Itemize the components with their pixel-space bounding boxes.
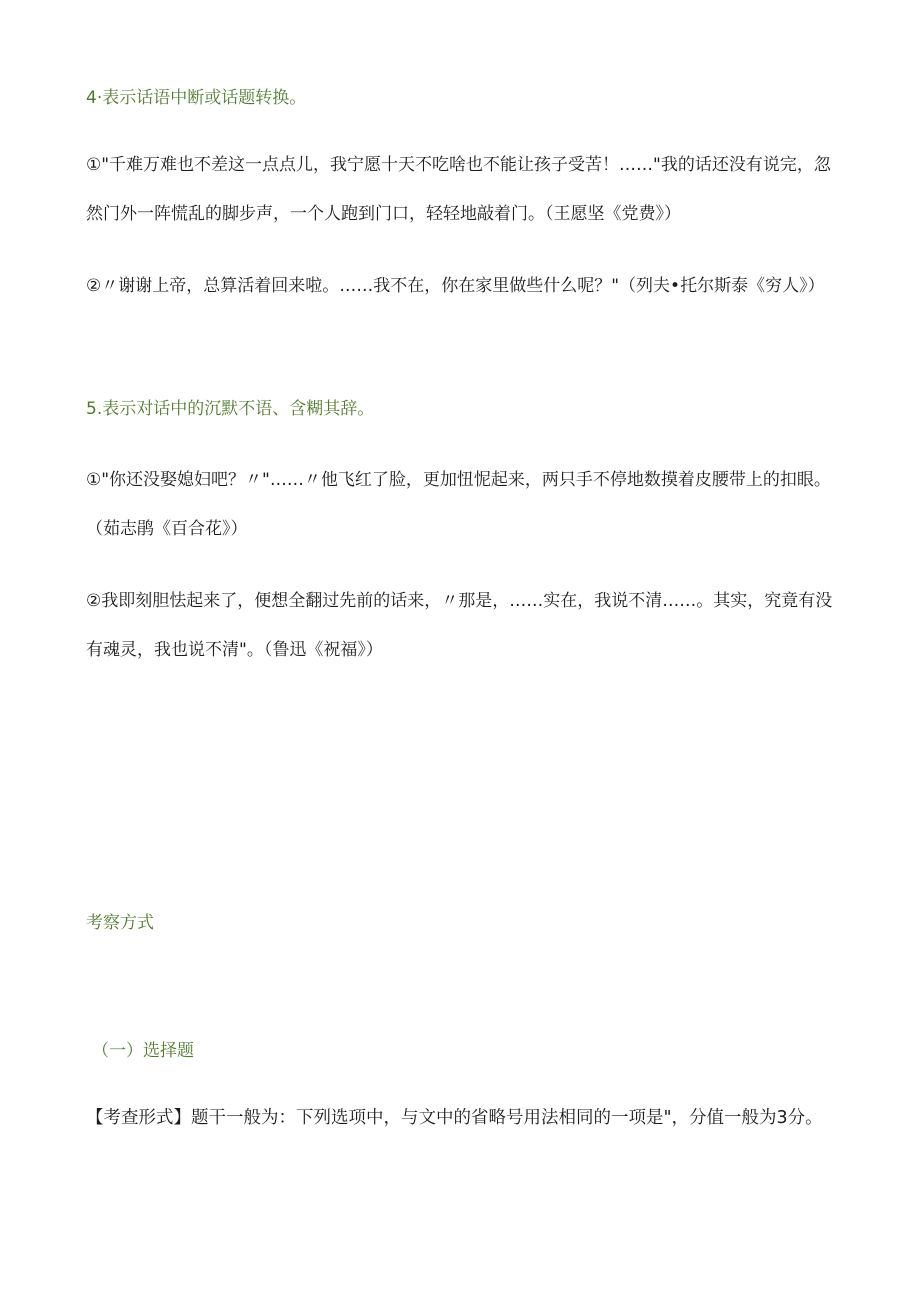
section-5-example-1: ①"你还没娶媳妇吧？〃"……〃他飞红了脸，更加忸怩起来，两只手不停地数摸着皮腰带上的扣眼。（茹志鹃《百合花》） [86, 470, 831, 539]
multiple-choice-subheading: （一）选择题 [92, 1041, 194, 1061]
section-4-example-2: ②〃谢谢上帝，总算活着回来啦。……我不在，你在家里做些什么呢？"（列夫•托尔斯泰《穷人》） [86, 276, 825, 296]
section-5-heading: 5.表示对话中的沉默不语、含糊其辞。 [86, 399, 375, 419]
exam-form-paragraph: 【考查形式】题干一般为：下列选项中，与文中的省略号用法相同的一项是"，分值一般为3分。 [86, 1108, 823, 1128]
section-5-example-2: ②我即刻胆怯起来了，便想全翻过先前的话来，〃那是，……实在，我说不清……。其实，究竟有没有魂灵，我也说不清"。（鲁迅《祝福》） [86, 591, 833, 660]
section-4-heading: 4·表示话语中断或话题转换。 [86, 88, 307, 108]
section-4-example-1: ①"千难万难也不差这一点点儿，我宁愿十天不吃啥也不能让孩子受苦！……"我的话还没有说完，忽然门外一阵慌乱的脚步声，一个人跑到门口，轻轻地敲着门。（王愿坚《党费》） [86, 155, 831, 224]
exam-method-heading: 考察方式 [86, 913, 154, 933]
